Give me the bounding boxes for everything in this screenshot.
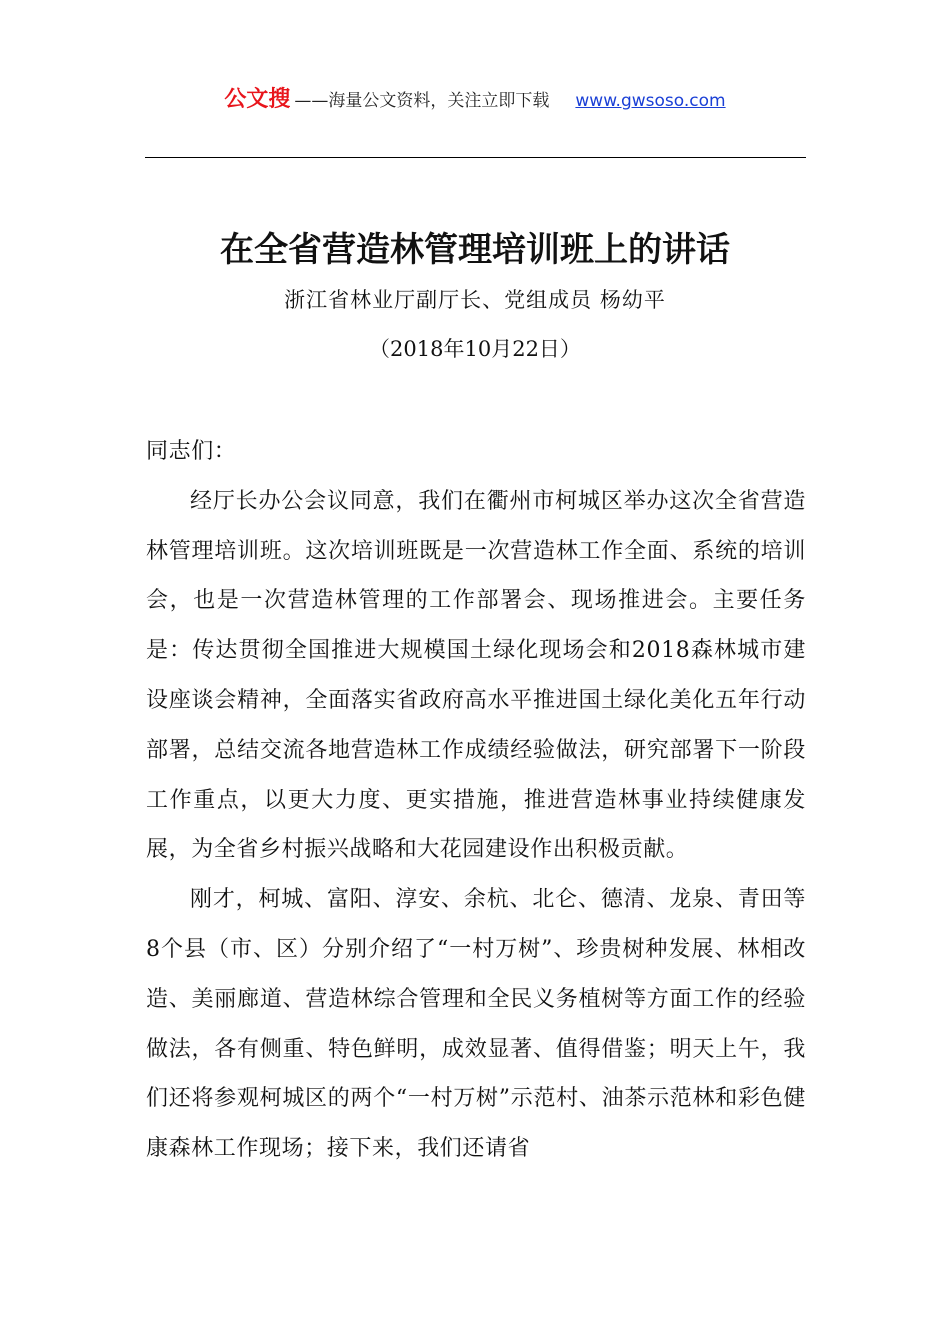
- paragraph-2: 刚才，柯城、富阳、淳安、余杭、北仑、德清、龙泉、青田等8个县（市、区）分别介绍了“一村万树”、珍贵树种发展、林相改造、美丽廊道、营造林综合管理和全民义务植树等方面工作的经验做法，各有侧重、特色鲜明，成效显著、值得借鉴；明天上午，我们还将参观柯城区的两个“一村万树”示范村、油茶示范林和彩色健康森林工作现场；接下来，我们还请省: [146, 887, 806, 1162]
- header-divider: [145, 157, 806, 158]
- brand-logo-text: 公文搜: [224, 87, 291, 112]
- page-header: [0, 82, 950, 113]
- greeting: 同志们：: [146, 439, 237, 464]
- paragraph-1: 经厅长办公会议同意，我们在衢州市柯城区举办这次全省营造林管理培训班。这次培训班既是一次营造林工作全面、系统的培训会，也是一次营造林管理的工作部署会、现场推进会。主要任务是：传达贯彻全国推进大规模国土绿化现场会和2018森林城市建设座谈会精神，全面落实省政府高水平推进国土绿化美化五年行动部署，总结交流各地营造林工作成绩经验做法，研究部署下一阶段工作重点，以更大力度、更实措施，推进营造林事业持续健康发展，为全省乡村振兴战略和大花园建设作出积极贡献。: [146, 488, 806, 863]
- document-body: [146, 427, 806, 1174]
- header-tagline: ——海量公文资料，关注立即下载: [294, 91, 550, 111]
- document-author: 浙江省林业厅副厅长、党组成员 杨幼平: [284, 288, 666, 312]
- document-date: （2018年10月22日）: [369, 337, 581, 361]
- document-title: 在全省营造林管理培训班上的讲话: [220, 230, 730, 270]
- site-link[interactable]: www.gwsoso.com: [575, 91, 726, 111]
